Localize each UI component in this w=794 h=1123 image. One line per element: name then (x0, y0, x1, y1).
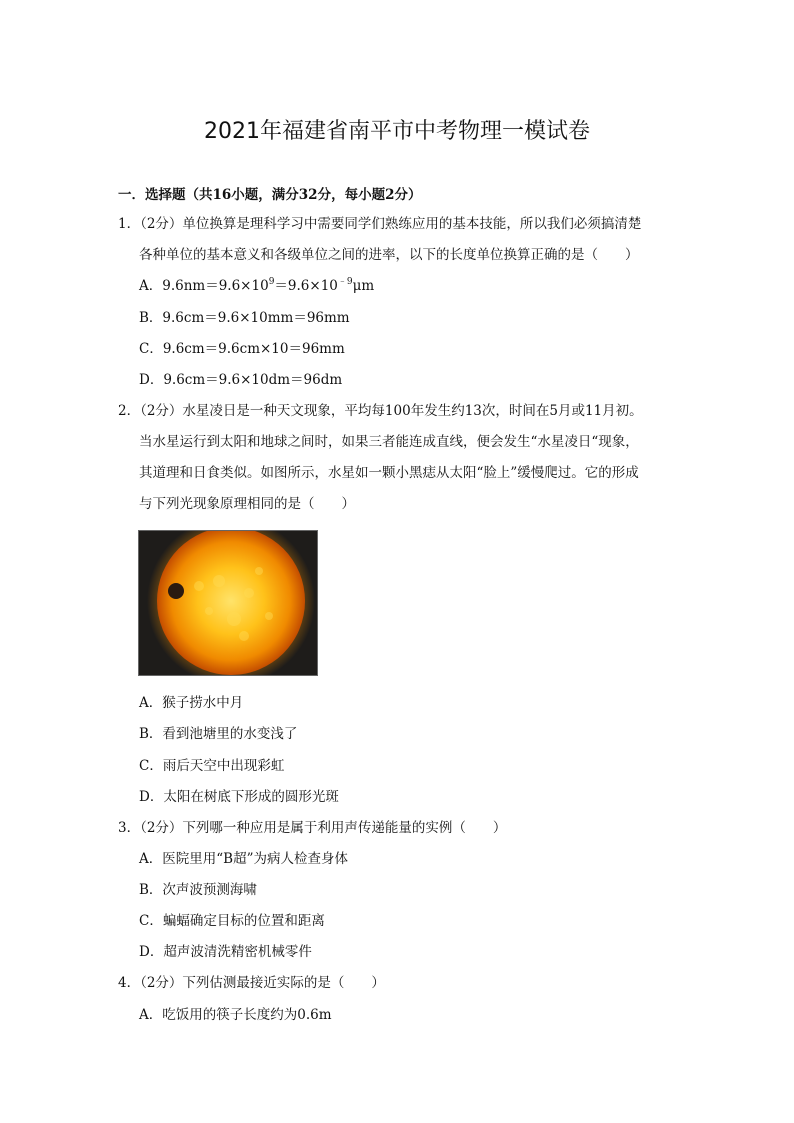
sun-illustration (139, 531, 317, 675)
option-a-exponent-2: ﹣9 (337, 277, 353, 287)
question-3-option-d[interactable]: D．超声波清洗精密机械零件 (139, 944, 312, 960)
question-2-line-4: 与下列光现象原理相同的是（ ） (139, 496, 355, 512)
mercury-dot (168, 583, 184, 599)
question-1-line-1: 1．（2分）单位换算是理科学习中需要同学们熟练应用的基本技能，所以我们必须搞清楚 (118, 216, 642, 232)
question-2-option-d[interactable]: D．太阳在树底下形成的圆形光斑 (139, 789, 339, 805)
question-2-option-a[interactable]: A．猴子捞水中月 (139, 695, 244, 711)
question-3-option-b[interactable]: B．次声波预测海啸 (139, 882, 257, 898)
question-2-line-3: 其道理和日食类似。如图所示，水星如一颗小黑痣从太阳“脸上”缓慢爬过。它的形成 (139, 465, 639, 481)
question-1-option-a[interactable] (139, 276, 374, 296)
option-a-text-2: ＝9.6×10 (274, 278, 338, 294)
option-a-text-1: A．9.6nm＝9.6×10 (139, 278, 269, 294)
question-1-option-d[interactable]: D．9.6cm＝9.6×10dm＝96dm (139, 372, 343, 388)
question-1-line-2: 各种单位的基本意义和各级单位之间的进率，以下的长度单位换算正确的是（ ） (139, 247, 639, 263)
question-3-line-1: 3．（2分）下列哪一种应用是属于利用声传递能量的实例（ ） (118, 820, 507, 836)
question-3-option-a[interactable]: A．医院里用“B超”为病人检查身体 (139, 851, 348, 867)
question-3-option-c[interactable]: C．蝙蝠确定目标的位置和距离 (139, 913, 325, 929)
question-2-line-2: 当水星运行到太阳和地球之间时，如果三者能连成直线，便会发生“水星凌日“现象， (139, 434, 639, 450)
question-4-line-1: 4．（2分）下列估测最接近实际的是（ ） (118, 975, 385, 991)
question-2-option-b[interactable]: B．看到池塘里的水变浅了 (139, 726, 298, 742)
mercury-transit-image (138, 530, 318, 676)
question-1-option-b[interactable]: B．9.6cm＝9.6×10mm＝96mm (139, 310, 350, 326)
question-4-option-a[interactable]: A．吃饭用的筷子长度约为0.6m (139, 1007, 332, 1023)
page-title: 2021年福建省南平市中考物理一模试卷 (204, 119, 590, 144)
question-2-option-c[interactable]: C．雨后天空中出现彩虹 (139, 758, 285, 774)
section-heading: 一．选择题（共16小题，满分32分，每小题2分） (118, 187, 422, 203)
question-1-option-c[interactable]: C．9.6cm＝9.6cm×10＝96mm (139, 341, 345, 357)
sun-disc (157, 531, 305, 675)
option-a-exponent-1: 9 (268, 277, 275, 287)
option-a-text-3: μm (352, 278, 375, 294)
question-2-line-1: 2．（2分）水星凌日是一种天文现象，平均每100年发生约13次，时间在5月或11月初。 (118, 403, 643, 419)
